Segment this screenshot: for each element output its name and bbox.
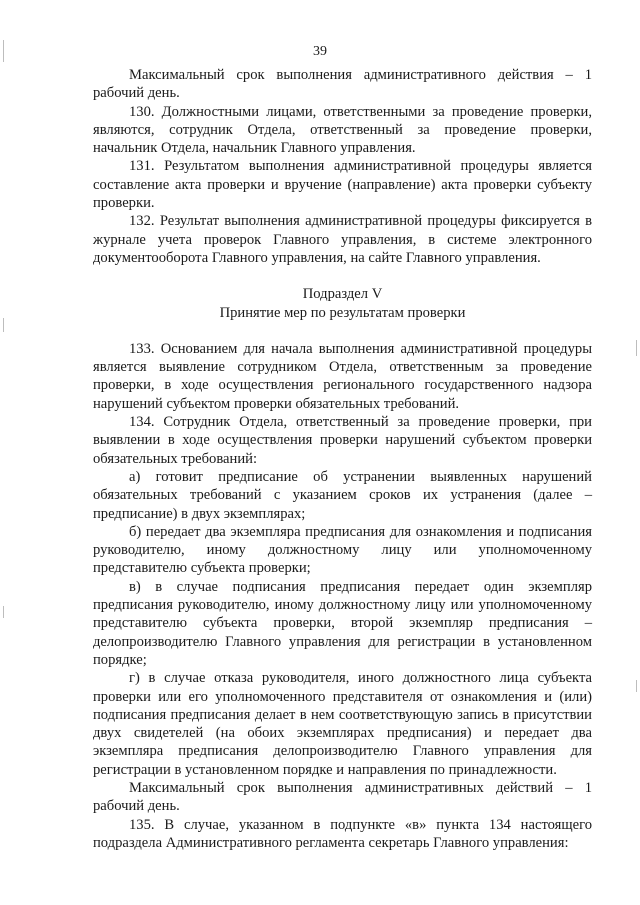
paragraph-135: 135. В случае, указанном в подпункте «в» пункта 134 настоящего подраздела Административного регламента секретарь Главного управления: (93, 816, 592, 851)
paragraph-131: 131. Результатом выполнения административной процедуры является составление акта проверки и вручение (направление) акта проверки субъекту проверки. (93, 158, 592, 212)
paragraph-max-time-2: Максимальный срок выполнения административных действий – 1 рабочий день. (93, 779, 592, 815)
paragraph-133: 133. Основанием для начала выполнения административной процедуры является выявление сотрудником Отдела, ответственным за проведение проверки, в ходе осуществления регионального государственного надзора нарушений субъектом проверки обязательных требований. (93, 340, 592, 412)
scan-margin-mark (636, 680, 637, 692)
scan-margin-mark (3, 606, 4, 618)
list-item-a: а) готовит предписание об устранении выявленных нарушений обязательных требований с указанием сроков их устранения (далее – предписание) в двух экземплярах; (93, 468, 592, 522)
page-number: 39 (313, 44, 327, 59)
scan-margin-mark (636, 340, 637, 356)
list-item-b: б) передает два экземпляра предписания для ознакомления и подписания руководителю, иному должностному лицу или уполномоченному представителю субъекта проверки; (93, 523, 592, 577)
subsection-title: Принятие мер по результатам проверки (219, 304, 466, 321)
paragraph-134: 134. Сотрудник Отдела, ответственный за проведение проверки, при выявлении в ходе осуществления проверки нарушений субъектом проверки обязательных требований: (93, 414, 592, 467)
paragraph-max-time-1: Максимальный срок выполнения административного действия – 1 рабочий день. (93, 67, 592, 102)
document-body (93, 66, 592, 852)
paragraph-130: 130. Должностными лицами, ответственными за проведение проверки, являются, сотрудник Отдела, ответственный за проведение проверки, начальник Отдела, начальник Главного управления. (93, 103, 592, 157)
scan-margin-mark (3, 318, 4, 332)
subsection-label: Подраздел V (302, 286, 383, 303)
list-item-v: в) в случае подписания предписания передает один экземпляр предписания руководителю, иному должностному лицу или уполномоченному представителю субъекта проверки, второй экземпляр предписания – делопроизводителю Главного управления для регистрации в установленном порядке; (93, 578, 592, 668)
paragraph-132: 132. Результат выполнения административной процедуры фиксируется в журнале учета проверок Главного управления, в системе электронного документооборота Главного управления, на сайте Главного управления. (93, 213, 592, 266)
list-item-g: г) в случае отказа руководителя, иного должностного лица субъекта проверки или его уполномоченного представителя от ознакомления и (или) подписания предписания делает в нем соответствующую запись в присутствии двух свидетелей (на обоих экземплярах предписания) и передает два экземпляра предписания делопроизводителю Главного управления для регистрации в установленном порядке и направления по принадлежности. (93, 670, 592, 778)
